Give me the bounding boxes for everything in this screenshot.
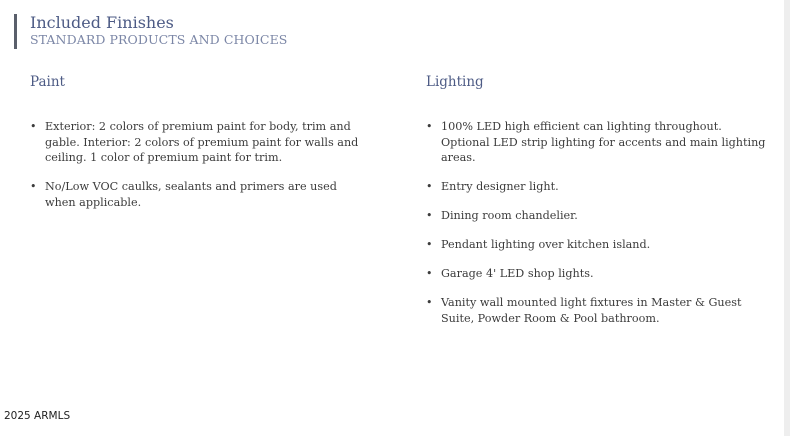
list-item-text: 100% LED high efficient can lighting throughout. Optional LED strip lighting for accents and main lighting areas.: [441, 120, 766, 164]
list-item-text: Garage 4' LED shop lights.: [441, 267, 594, 280]
list-item: [30, 119, 370, 166]
list-item-text: Entry designer light.: [441, 180, 559, 193]
bullet-icon: •: [426, 296, 433, 309]
list-item: [426, 295, 766, 326]
page-title: Included Finishes: [30, 13, 174, 32]
copyright-footer: 2025 ARMLS: [4, 410, 71, 422]
bullet-icon: •: [426, 180, 433, 193]
paint-heading: Paint: [30, 74, 65, 90]
list-item: [426, 266, 766, 282]
page-subtitle: STANDARD PRODUCTS AND CHOICES: [30, 32, 288, 47]
list-item-text: No/Low VOC caulks, sealants and primers are used when applicable.: [45, 180, 337, 209]
lighting-heading: Lighting: [426, 74, 484, 90]
page-edge-strip: [784, 0, 790, 436]
list-item: [426, 237, 766, 253]
bullet-icon: •: [30, 120, 37, 133]
list-item-text: Exterior: 2 colors of premium paint for body, trim and gable. Interior: 2 colors of premium paint for walls and ceiling. 1 color of premium paint for trim.: [45, 120, 359, 164]
list-item-text: Dining room chandelier.: [441, 209, 578, 222]
list-item-text: Pendant lighting over kitchen island.: [441, 238, 651, 251]
lighting-section: [426, 72, 766, 340]
lighting-list: [426, 119, 766, 326]
header-accent-bar: [14, 14, 17, 49]
bullet-icon: •: [426, 267, 433, 280]
bullet-icon: •: [30, 180, 37, 193]
paint-section: [30, 72, 370, 224]
list-item: [426, 208, 766, 224]
bullet-icon: •: [426, 238, 433, 251]
list-item: [426, 179, 766, 195]
bullet-icon: •: [426, 120, 433, 133]
list-item: [30, 179, 370, 210]
paint-list: [30, 119, 370, 210]
bullet-icon: •: [426, 209, 433, 222]
list-item: [426, 119, 766, 166]
list-item-text: Vanity wall mounted light fixtures in Master & Guest Suite, Powder Room & Pool bathroom.: [441, 296, 742, 325]
